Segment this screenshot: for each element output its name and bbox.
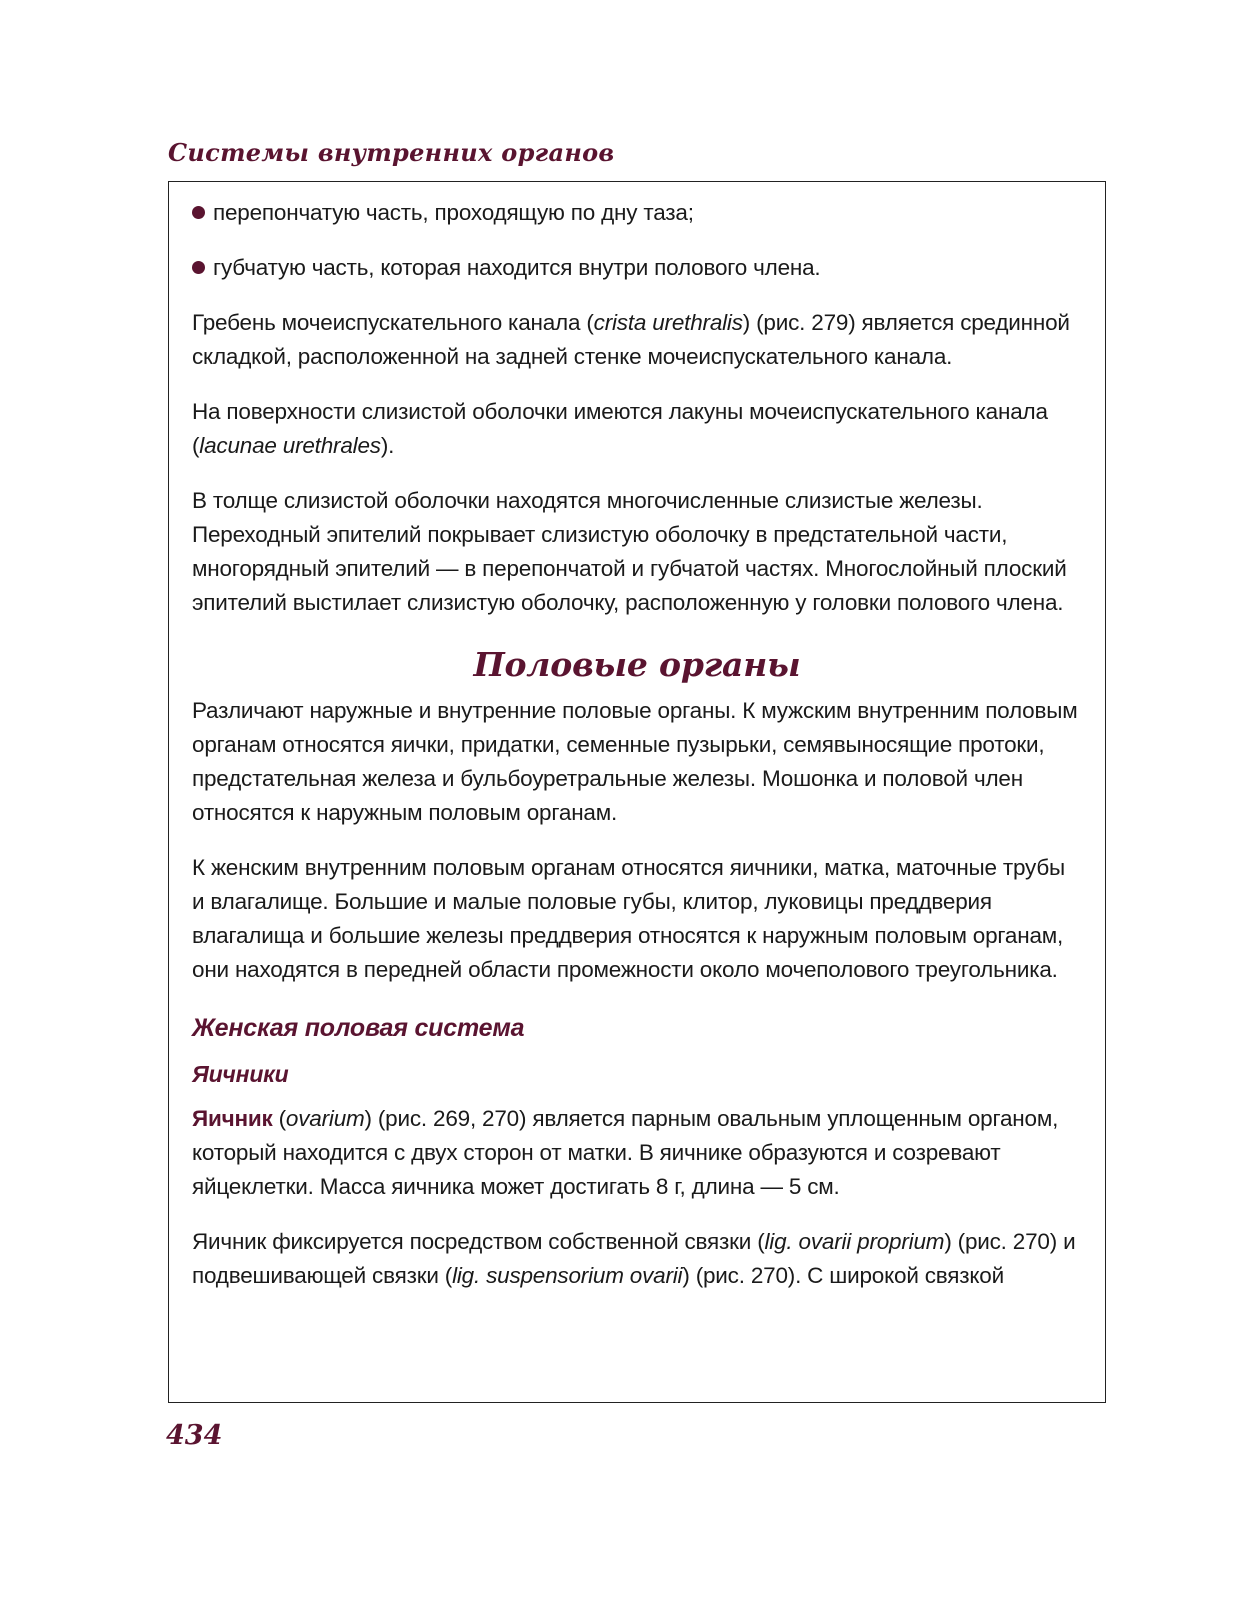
text-run: ( (272, 1106, 286, 1131)
text-run: ) (рис. 270) и подвешивающей связки ( (192, 1229, 1076, 1288)
paragraph-female-organs: К женским внутренним половым органам относятся яичники, матка, маточные трубы и влагалище. Большие и малые половые губы, клитор, луковицы преддверия влагалища и большие железы преддверия относятся к наружным половым органам, они находятся в передней области промежности около мочеполового треугольника. (192, 855, 1066, 982)
text-run: Гребень мочеиспускательного канала ( (192, 310, 594, 335)
bullet-dot-icon (192, 261, 205, 274)
latin-term: crista urethralis (593, 310, 743, 335)
latin-term: lacunae urethrales (199, 433, 381, 458)
page-number: 434 (166, 1420, 223, 1451)
text-run: Яичник фиксируется посредством собственной связки ( (192, 1229, 765, 1254)
bullet-dot-icon (192, 206, 205, 219)
latin-term: lig. suspensorium ovarii (452, 1263, 683, 1288)
bullet-text: перепончатую часть, проходящую по дну таза; (213, 200, 694, 225)
bullet-item (192, 196, 1082, 230)
paragraph-ovary (192, 1102, 1082, 1204)
term-bold: Яичник (192, 1106, 273, 1131)
text-run: ) (рис. 269, 270) является парным овальным уплощенным органом, который находится с двух сторон от матки. В яичнике образуются и созревают яйцеклетки. Масса яичника может достигать 8 г, длина — 5 см. (192, 1106, 1059, 1199)
text-run: ). (380, 433, 395, 458)
subheading-female-system: Женская половая система (192, 1014, 525, 1042)
paragraph-ovary-fixation (192, 1225, 1082, 1293)
text-run: ) (рис. 270). С широкой связкой (682, 1263, 1004, 1288)
page-content (192, 196, 1082, 1314)
paragraph-crista (192, 306, 1082, 374)
bullet-text: губчатую часть, которая находится внутри полового члена. (213, 255, 821, 280)
latin-term: ovarium (285, 1106, 365, 1131)
running-head: Системы внутренних органов (168, 138, 615, 167)
subheading-ovaries: Яичники (192, 1061, 289, 1087)
section-title: Половые органы (473, 645, 801, 684)
text-run: ) (рис. 279) является срединной складкой, расположенной на задней стенке мочеиспускательного канала. (192, 310, 1070, 369)
latin-term: lig. ovarii proprium (764, 1229, 945, 1254)
paragraph-mucosa: В толще слизистой оболочки находятся многочисленные слизистые железы. Переходный эпителий покрывает слизистую оболочку в предстательной части, многорядный эпителий — в перепончатой и губчатой частях. Многослойный плоский эпителий выстилает слизистую оболочку, расположенную у головки полового члена. (192, 488, 1067, 615)
text-run: На поверхности слизистой оболочки имеются лакуны мочеиспускательного канала ( (192, 399, 1048, 458)
paragraph-organs: Различают наружные и внутренние половые органы. К мужским внутренним половым органам относятся яички, придатки, семенные пузырьки, семявыносящие протоки, предстательная железа и бульбоуретральные железы. Мошонка и половой член относятся к наружным половым органам. (192, 698, 1078, 825)
bullet-item (192, 251, 1082, 285)
paragraph-lacunae (192, 395, 1082, 463)
